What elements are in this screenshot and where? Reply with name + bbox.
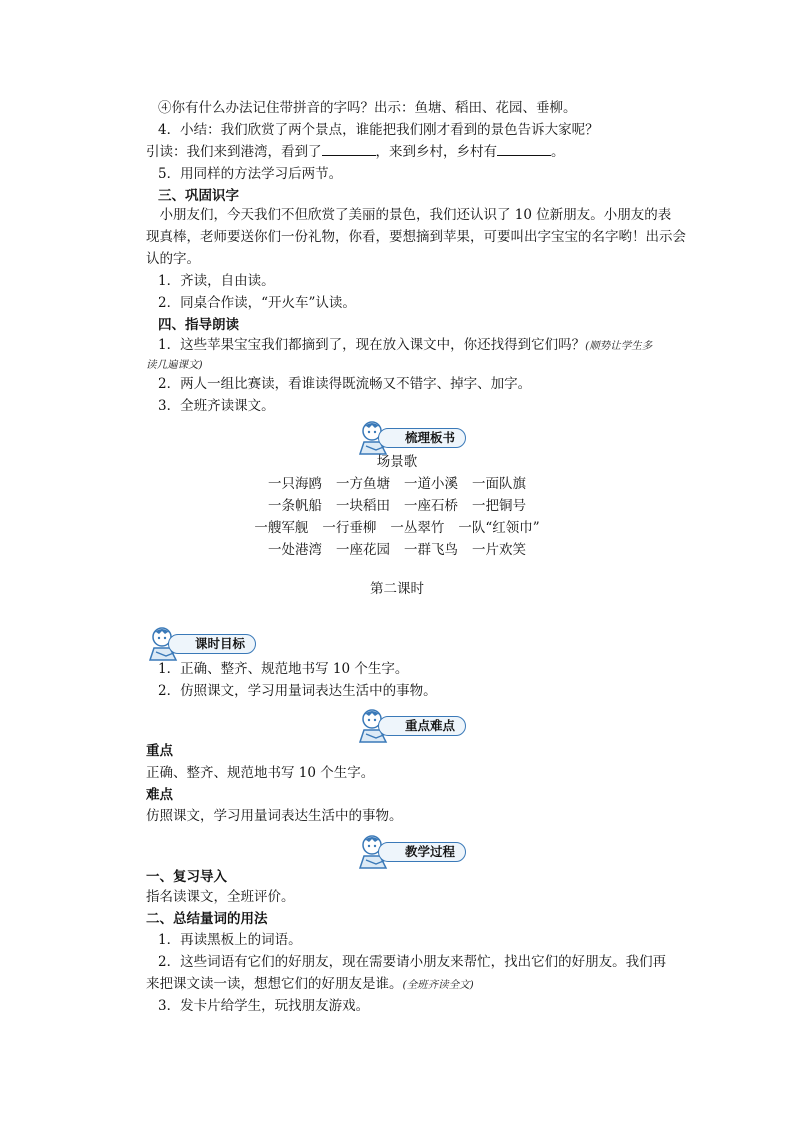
lesson-title: 第二课时 <box>370 581 424 597</box>
text-fragment: 来把课文读一读，想想它们的好朋友是谁。 <box>146 976 403 992</box>
section-badge-goals <box>146 630 266 656</box>
fill-blank <box>322 141 376 156</box>
text-line: 仿照课文，学习用量词表达生活中的事物。 <box>146 808 403 824</box>
text-line: 小朋友们，今天我们不但欣赏了美丽的景色，我们还认识了 10 位新朋友。小朋友的表 <box>159 207 672 223</box>
fill-blank <box>497 141 551 156</box>
text-line: 认的字。 <box>146 251 200 267</box>
board-row: 一艘军舰 一行垂柳 一丛翠竹 一队“红领巾” <box>254 520 540 536</box>
text-line: 1．再读黑板上的词语。 <box>158 932 302 948</box>
section-badge-process <box>356 838 476 864</box>
text-line: 指名读课文，全班评价。 <box>146 889 295 905</box>
board-row: 一处港湾 一座花园 一群飞鸟 一片欢笑 <box>268 542 526 558</box>
text-line <box>146 141 652 163</box>
badge-label: 重点难点 <box>378 716 466 736</box>
section-heading: 四、指导朗读 <box>158 317 239 333</box>
section-heading: 一、复习导入 <box>146 869 227 885</box>
subheading-key: 重点 <box>146 743 173 759</box>
text-line: 1．正确、整齐、规范地书写 10 个生字。 <box>158 661 409 677</box>
section-badge-board <box>356 424 476 450</box>
text-line: 现真棒，老师要送你们一份礼物，你看，要想摘到苹果，可要叫出字宝宝的名字哟！出示会 <box>146 229 686 245</box>
text-line: 2．这些词语有它们的好朋友，现在需要请小朋友来帮忙，找出它们的好朋友。我们再 <box>158 954 667 970</box>
section-badge-key-points <box>356 712 476 738</box>
text-line: 2．两人一组比赛读，看谁读得既流畅又不错字、掉字、加字。 <box>158 376 532 392</box>
text-line: 5．用同样的方法学习后两节。 <box>158 166 343 182</box>
board-row: 一只海鸥 一方鱼塘 一道小溪 一面队旗 <box>268 476 526 492</box>
badge-label: 课时目标 <box>168 634 256 654</box>
teacher-note: (顺势让学生多 <box>585 340 653 352</box>
teacher-note: 读几遍课文) <box>146 359 203 371</box>
text-line: 4．小结：我们欣赏了两个景点，谁能把我们刚才看到的景色告诉大家呢？ <box>158 122 599 138</box>
section-heading: 二、总结量词的用法 <box>146 911 268 927</box>
board-title: 场景歌 <box>376 454 418 470</box>
text-line: ④你有什么办法记住带拼音的字吗？出示：鱼塘、稻田、花园、垂柳。 <box>158 100 577 116</box>
badge-label: 教学过程 <box>378 842 466 862</box>
text-fragment: 。 <box>551 144 565 160</box>
text-line: 正确、整齐、规范地书写 10 个生字。 <box>146 765 375 781</box>
text-fragment: 1．这些苹果宝宝我们都摘到了，现在放入课文中，你还找得到它们吗？ <box>158 337 586 353</box>
text-line: 2．同桌合作读，“开火车”认读。 <box>158 295 356 311</box>
text-line: 3．发卡片给学生，玩找朋友游戏。 <box>158 998 370 1014</box>
teacher-note: (全班齐读全文) <box>402 979 474 991</box>
badge-label: 梳理板书 <box>378 428 466 448</box>
text-fragment: 引读：我们来到港湾，看到了 <box>146 144 322 160</box>
text-line: 1．齐读，自由读。 <box>158 273 275 289</box>
text-line: 3．全班齐读课文。 <box>158 398 275 414</box>
text-line <box>146 973 652 996</box>
section-heading: 三、巩固识字 <box>158 188 239 204</box>
text-line: 2．仿照课文，学习用量词表达生活中的事物。 <box>158 683 437 699</box>
text-fragment: ，来到乡村，乡村有 <box>375 144 497 160</box>
subheading-difficult: 难点 <box>146 787 173 803</box>
board-row: 一条帆船 一块稻田 一座石桥 一把铜号 <box>268 498 526 514</box>
